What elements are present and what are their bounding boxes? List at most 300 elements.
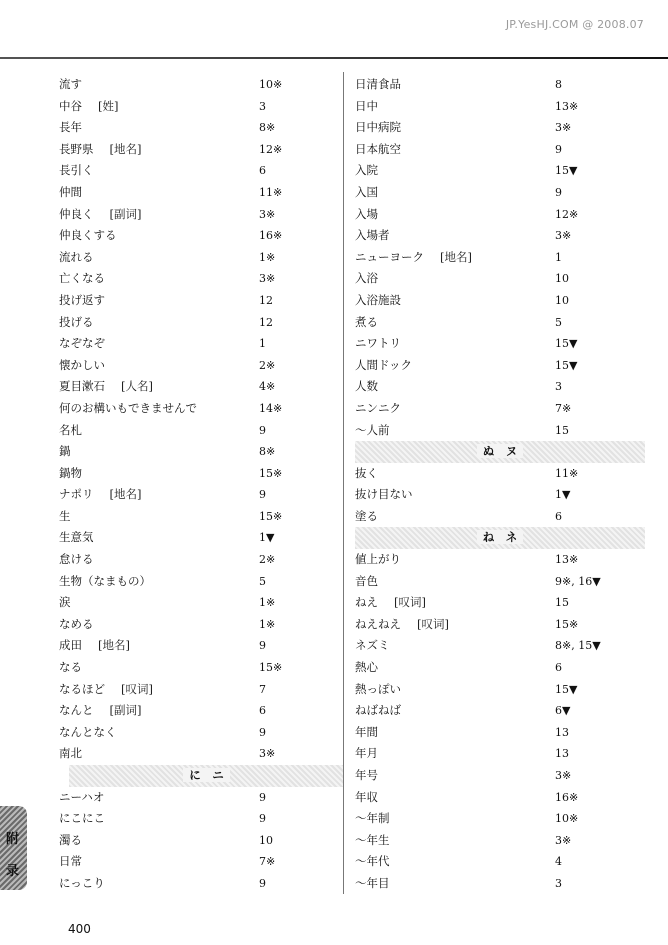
entry-term: ニューヨーク	[355, 249, 424, 264]
entry-term-group	[59, 722, 117, 744]
header-rule	[0, 57, 668, 59]
entry-term: 涙	[59, 595, 71, 610]
index-entry	[59, 96, 329, 118]
index-entry	[355, 420, 645, 442]
entry-lesson-ref: 1※	[259, 617, 276, 631]
entry-lesson-ref: 3	[555, 380, 562, 394]
entry-lesson-ref: 9	[259, 876, 266, 890]
entry-term-group	[355, 571, 378, 593]
entry-lesson-ref: 10	[555, 272, 569, 286]
entry-lesson-ref: 1	[259, 337, 266, 351]
entry-term: なるほど	[59, 681, 105, 696]
entry-term-group	[59, 225, 117, 247]
entry-term-group	[355, 787, 378, 809]
entry-term-group	[59, 787, 104, 809]
index-entry	[59, 743, 329, 765]
entry-term: 長野県	[59, 141, 94, 156]
entry-term-group	[59, 312, 94, 334]
index-entry	[355, 808, 645, 830]
entry-lesson-ref: 9	[259, 488, 266, 502]
entry-lesson-ref: 15	[555, 596, 569, 610]
entry-lesson-ref: 11※	[555, 466, 579, 480]
entry-term-group	[59, 549, 94, 571]
index-entry	[59, 787, 329, 809]
entry-term: 怠ける	[59, 552, 94, 567]
entry-term: ナポリ	[59, 487, 94, 502]
entry-lesson-ref: 7※	[259, 855, 276, 869]
entry-lesson-ref: 3※	[555, 229, 572, 243]
entry-lesson-ref: 9	[555, 142, 562, 156]
entry-term: 年号	[355, 768, 378, 782]
entry-term: 年収	[355, 789, 378, 804]
entry-term-group	[355, 873, 390, 895]
page-number: 400	[68, 922, 91, 936]
entry-term: 日中病院	[355, 120, 401, 135]
entry-lesson-ref: 9	[259, 725, 266, 739]
index-entry	[355, 765, 645, 787]
entry-lesson-ref: 1	[555, 250, 562, 264]
entry-term-group	[59, 527, 94, 549]
entry-term: 亡くなる	[59, 271, 105, 286]
entry-lesson-ref: 15※	[259, 466, 283, 480]
index-entry	[355, 592, 645, 614]
entry-term-group	[59, 355, 105, 377]
entry-term: なんとなく	[59, 724, 117, 739]
entry-lesson-ref: 1※	[259, 250, 276, 264]
entry-term-group	[355, 657, 378, 679]
entry-term-group	[59, 571, 151, 593]
index-entry	[59, 312, 329, 334]
index-entry	[59, 851, 329, 873]
entry-term: 投げる	[59, 314, 94, 329]
index-entry	[355, 268, 645, 290]
entry-term: 日中	[355, 98, 378, 113]
entry-term-group	[355, 635, 390, 657]
entry-term: 抜く	[355, 465, 378, 480]
entry-term-group	[355, 722, 378, 744]
entry-term: 熱心	[355, 660, 378, 675]
entry-term: 抜け目ない	[355, 487, 413, 502]
entry-term-group	[355, 851, 390, 873]
entry-term-group	[355, 312, 378, 334]
entry-lesson-ref: 3※	[555, 121, 572, 135]
entry-term: 入場者	[355, 228, 390, 243]
index-entry	[59, 398, 329, 420]
entry-term: ～年生	[355, 832, 390, 847]
index-entry	[355, 787, 645, 809]
entry-term-group	[355, 333, 401, 355]
index-entry	[355, 873, 645, 895]
entry-lesson-ref: 15※	[259, 509, 283, 523]
entry-lesson-ref: 10※	[555, 812, 579, 826]
index-column-right	[355, 74, 645, 895]
entry-term-group	[355, 679, 401, 701]
entry-lesson-ref: 15▼	[555, 164, 578, 178]
entry-term: 人数	[355, 379, 378, 394]
entry-term: 長年	[59, 120, 82, 135]
entry-term-group	[59, 851, 82, 873]
entry-term: 投げ返す	[59, 292, 105, 307]
entry-term: 煮る	[355, 314, 378, 329]
index-entry	[59, 571, 329, 593]
entry-note: [副词]	[109, 206, 142, 221]
entry-term-group	[59, 506, 71, 528]
entry-lesson-ref: 8※	[259, 121, 276, 135]
index-entry	[355, 182, 645, 204]
entry-lesson-ref: 3※	[259, 747, 276, 761]
index-entry	[59, 74, 329, 96]
entry-term-group	[59, 74, 82, 96]
index-entry	[355, 700, 645, 722]
entry-term-group	[355, 592, 426, 614]
entry-term-group	[59, 808, 105, 830]
entry-lesson-ref: 3※	[259, 207, 276, 221]
entry-term-group	[355, 743, 378, 765]
index-entry	[355, 290, 645, 312]
entry-lesson-ref: 6	[555, 509, 562, 523]
entry-term-group	[355, 506, 378, 528]
entry-term-group	[59, 139, 141, 161]
entry-term: 生意気	[59, 530, 94, 545]
index-entry	[59, 333, 329, 355]
entry-term: 長引く	[59, 163, 94, 178]
entry-term-group	[59, 657, 82, 679]
entry-lesson-ref: 8※, 15▼	[555, 639, 601, 653]
entry-term: 仲良く	[59, 206, 94, 221]
entry-lesson-ref: 15▼	[555, 358, 578, 372]
entry-term: ねえねえ	[355, 616, 401, 631]
entry-note: [叹词]	[121, 681, 153, 696]
entry-note: [叹词]	[394, 595, 426, 610]
entry-note: [人名]	[121, 379, 153, 394]
index-entry	[59, 182, 329, 204]
column-divider	[343, 72, 344, 894]
entry-term: 仲間	[59, 184, 82, 199]
entry-lesson-ref: 15※	[555, 617, 579, 631]
entry-lesson-ref: 9	[259, 639, 266, 653]
index-entry	[355, 571, 645, 593]
entry-term-group	[355, 225, 390, 247]
entry-lesson-ref: 5	[259, 574, 266, 588]
index-entry	[355, 722, 645, 744]
entry-lesson-ref: 8※	[259, 445, 276, 459]
index-entry	[59, 268, 329, 290]
entry-term-group	[59, 204, 141, 226]
entry-term-group	[355, 268, 378, 290]
entry-lesson-ref: 14※	[259, 401, 283, 415]
entry-term: ～年目	[355, 875, 390, 890]
entry-term: 入浴	[355, 271, 378, 286]
index-entry	[355, 355, 645, 377]
entry-term: ～年代	[355, 854, 390, 869]
index-entry	[59, 225, 329, 247]
entry-lesson-ref: 6	[259, 704, 266, 718]
entry-term: 夏目漱石	[59, 379, 105, 394]
entry-lesson-ref: 16※	[555, 790, 579, 804]
index-entry	[59, 160, 329, 182]
entry-term: 成田	[59, 638, 82, 653]
entry-term: ニワトリ	[355, 336, 401, 351]
section-label: ぬ ヌ	[477, 444, 524, 458]
entry-lesson-ref: 9	[259, 423, 266, 437]
entry-term: 日常	[59, 854, 82, 869]
entry-lesson-ref: 8	[555, 78, 562, 91]
index-entry	[59, 139, 329, 161]
entry-note: [副词]	[109, 703, 142, 718]
entry-term-group	[355, 463, 378, 485]
entry-term: 生物（なまもの）	[59, 573, 151, 588]
entry-lesson-ref: 13※	[555, 553, 579, 567]
index-entry	[355, 830, 645, 852]
entry-note: [地名]	[440, 249, 472, 264]
section-header	[69, 765, 344, 787]
index-entry	[59, 463, 329, 485]
entry-lesson-ref: 12※	[259, 142, 283, 156]
entry-term-group	[59, 592, 71, 614]
entry-term-group	[355, 765, 378, 787]
entry-lesson-ref: 10	[259, 833, 273, 847]
entry-lesson-ref: 4	[555, 855, 562, 869]
index-entry	[59, 549, 329, 571]
entry-lesson-ref: 1▼	[259, 531, 275, 545]
entry-term-group	[355, 355, 412, 377]
index-entry	[59, 376, 329, 398]
index-entry	[59, 506, 329, 528]
section-label: ね ネ	[477, 530, 524, 544]
index-entry	[355, 463, 645, 485]
entry-lesson-ref: 12	[259, 293, 273, 307]
entry-lesson-ref: 6	[555, 661, 562, 675]
entry-term-group	[59, 420, 82, 442]
index-entry	[355, 398, 645, 420]
entry-lesson-ref: 3	[259, 99, 266, 113]
entry-term-group	[59, 441, 71, 463]
entry-term: 音色	[355, 573, 378, 588]
entry-lesson-ref: 3	[555, 876, 562, 890]
entry-term-group	[355, 290, 401, 312]
entry-term: 中谷	[59, 98, 82, 113]
index-entry	[355, 139, 645, 161]
entry-term: 入院	[355, 163, 378, 178]
index-entry	[59, 679, 329, 701]
entry-term-group	[59, 268, 105, 290]
entry-term: 仲良くする	[59, 228, 117, 243]
entry-term: 鍋	[59, 444, 71, 459]
index-entry	[59, 355, 329, 377]
index-entry	[355, 96, 645, 118]
index-entry	[59, 117, 329, 139]
entry-lesson-ref: 5	[555, 315, 562, 329]
entry-term: ニンニク	[355, 400, 401, 415]
index-entry	[59, 290, 329, 312]
index-entry	[355, 484, 645, 506]
entry-term-group	[355, 398, 401, 420]
entry-term: ～年制	[355, 811, 390, 826]
index-entry	[59, 808, 329, 830]
index-entry	[59, 700, 329, 722]
entry-term: 年月	[355, 746, 378, 761]
index-entry	[59, 484, 329, 506]
entry-term: ねえ	[355, 595, 378, 610]
index-entry	[355, 743, 645, 765]
entry-lesson-ref: 9	[259, 812, 266, 826]
entry-lesson-ref: 3※	[259, 272, 276, 286]
entry-note: [地名]	[109, 487, 142, 502]
entry-term: にっこり	[59, 875, 105, 890]
index-entry	[355, 614, 645, 636]
entry-term: 日清食品	[355, 77, 401, 91]
entry-term-group	[59, 117, 82, 139]
entry-term: 流れる	[59, 249, 94, 264]
index-entry	[355, 333, 645, 355]
entry-term-group	[59, 160, 94, 182]
index-entry	[59, 722, 329, 744]
entry-term: 流す	[59, 77, 82, 91]
entry-note: [地名]	[109, 141, 142, 156]
index-entry	[355, 247, 645, 269]
entry-term-group	[355, 614, 449, 636]
entry-term-group	[59, 700, 141, 722]
appendix-side-tab	[0, 806, 27, 890]
entry-lesson-ref: 1※	[259, 596, 276, 610]
entry-lesson-ref: 12※	[555, 207, 579, 221]
entry-note: [姓]	[98, 98, 119, 113]
entry-term: 日本航空	[355, 141, 401, 156]
entry-term: 年間	[355, 724, 378, 739]
entry-lesson-ref: 9	[259, 790, 266, 804]
entry-lesson-ref: 10※	[259, 78, 283, 91]
entry-term-group	[59, 743, 82, 765]
entry-term-group	[59, 614, 94, 636]
entry-term-group	[59, 873, 105, 895]
entry-lesson-ref: 7※	[555, 401, 572, 415]
entry-term-group	[355, 117, 401, 139]
entry-note: [叹词]	[417, 616, 449, 631]
index-entry	[355, 225, 645, 247]
index-entry	[59, 830, 329, 852]
entry-term-group	[355, 182, 378, 204]
entry-lesson-ref: 6▼	[555, 704, 571, 718]
entry-term-group	[59, 679, 153, 701]
index-entry	[355, 506, 645, 528]
index-entry	[59, 635, 329, 657]
entry-term: 入国	[355, 184, 378, 199]
section-header	[355, 441, 645, 463]
section-label: に ニ	[183, 768, 230, 782]
entry-term-group	[355, 484, 413, 506]
index-entry	[355, 312, 645, 334]
entry-term-group	[355, 830, 390, 852]
index-entry	[355, 160, 645, 182]
entry-term: にこにこ	[59, 811, 105, 826]
side-tab-char: 录	[6, 864, 20, 879]
entry-term: 何のお構いもできませんで	[59, 400, 197, 415]
index-column-left	[59, 74, 329, 895]
index-entry	[59, 420, 329, 442]
entry-lesson-ref: 3※	[555, 769, 572, 782]
entry-lesson-ref: 10	[555, 293, 569, 307]
entry-term: 生	[59, 508, 71, 523]
entry-lesson-ref: 4※	[259, 380, 276, 394]
index-entry	[355, 117, 645, 139]
entry-term-group	[355, 549, 401, 571]
entry-lesson-ref: 15※	[259, 661, 283, 675]
entry-lesson-ref: 6	[259, 164, 266, 178]
index-entry	[355, 204, 645, 226]
entry-lesson-ref: 13	[555, 725, 569, 739]
entry-term: ニーハオ	[59, 789, 105, 804]
entry-lesson-ref: 7	[259, 682, 266, 696]
entry-term: 懐かしい	[59, 357, 105, 372]
entry-lesson-ref: 3※	[555, 833, 572, 847]
index-entry	[59, 247, 329, 269]
entry-term-group	[59, 463, 82, 485]
entry-term: なる	[59, 660, 82, 675]
entry-term-group	[59, 290, 105, 312]
index-entry	[355, 635, 645, 657]
index-entry	[59, 527, 329, 549]
index-entry	[59, 614, 329, 636]
index-entry	[355, 549, 645, 571]
entry-term-group	[59, 333, 105, 355]
entry-term-group	[355, 247, 472, 269]
entry-term-group	[355, 139, 401, 161]
entry-lesson-ref: 2※	[259, 358, 276, 372]
entry-term-group	[355, 376, 378, 398]
entry-term-group	[355, 96, 378, 118]
entry-term: ネズミ	[355, 638, 390, 653]
watermark: JP.YesHJ.COM @ 2008.07	[505, 18, 644, 31]
entry-lesson-ref: 9	[555, 185, 562, 199]
index-entry	[355, 376, 645, 398]
entry-term: ～人前	[355, 422, 390, 437]
index-entry	[355, 851, 645, 873]
entry-term: 値上がり	[355, 552, 401, 567]
entry-term: ねばねば	[355, 703, 401, 718]
side-tab-char: 附	[6, 832, 20, 847]
entry-term-group	[355, 160, 378, 182]
entry-term: 人間ドック	[355, 357, 413, 372]
entry-lesson-ref: 16※	[259, 229, 283, 243]
entry-lesson-ref: 15	[555, 423, 569, 437]
entry-lesson-ref: 15▼	[555, 682, 578, 696]
entry-term-group	[59, 635, 130, 657]
entry-term: なめる	[59, 616, 94, 631]
entry-lesson-ref: 9※, 16▼	[555, 574, 601, 588]
index-entry	[59, 592, 329, 614]
entry-term-group	[355, 74, 401, 96]
entry-term-group	[355, 808, 390, 830]
entry-term-group	[59, 398, 197, 420]
entry-term-group	[59, 96, 118, 118]
index-entry	[59, 204, 329, 226]
entry-term-group	[59, 182, 82, 204]
entry-term-group	[59, 484, 141, 506]
entry-note: [地名]	[98, 638, 130, 653]
section-header	[355, 527, 645, 549]
entry-term: 熱っぽい	[355, 681, 401, 696]
entry-term-group	[59, 247, 94, 269]
entry-lesson-ref: 13	[555, 747, 569, 761]
entry-term: なんと	[59, 703, 94, 718]
entry-term: 入場	[355, 206, 378, 221]
entry-term-group	[355, 700, 401, 722]
index-entry	[59, 657, 329, 679]
entry-term-group	[59, 376, 153, 398]
index-entry	[355, 679, 645, 701]
index-entry	[59, 873, 329, 895]
entry-lesson-ref: 13※	[555, 99, 579, 113]
